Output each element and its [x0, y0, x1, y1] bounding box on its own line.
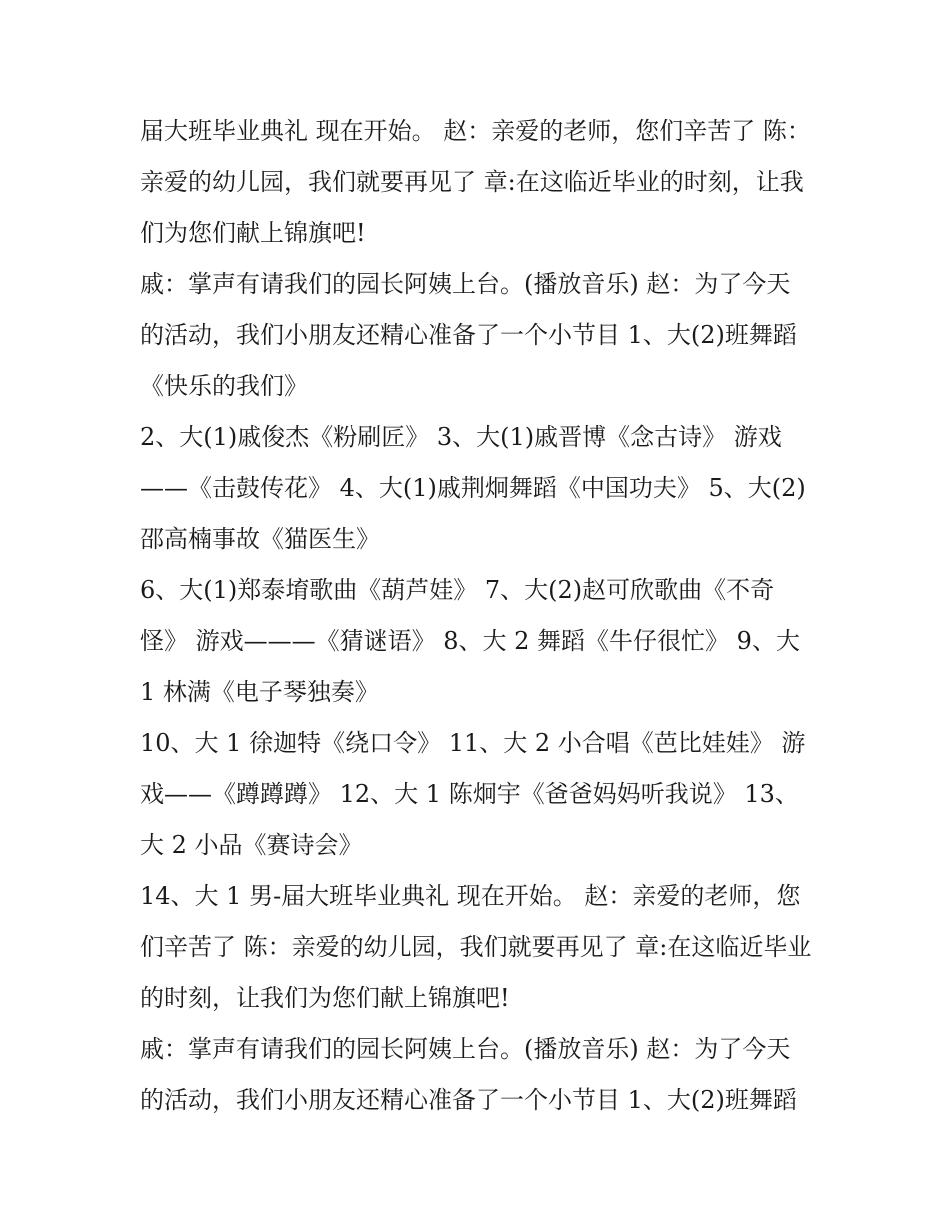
paragraph-5: 10、大 1 徐迦特《绕口令》 11、大 2 小合唱《芭比娃娃》 游戏——《蹲蹲蹲》 12、大 1 陈炯宇《爸爸妈妈听我说》 13、大 2 小品《赛诗会》	[140, 729, 806, 859]
paragraph-2: 戚：掌声有请我们的园长阿姨上台。(播放音乐) 赵：为了今天的活动，我们小朋友还精心准备了一个小节目 1、大(2)班舞蹈《快乐的我们》	[140, 270, 797, 400]
paragraph-1: 届大班毕业典礼 现在开始。 赵：亲爱的老师，您们辛苦了 陈：亲爱的幼儿园，我们就要再见了 章:在这临近毕业的时刻，让我们为您们献上锦旗吧!	[140, 117, 811, 247]
document-body	[140, 106, 812, 1126]
paragraph-7: 戚：掌声有请我们的园长阿姨上台。(播放音乐) 赵：为了今天的活动，我们小朋友还精心准备了一个小节目 1、大(2)班舞蹈	[140, 1035, 797, 1114]
paragraph-6: 14、大 1 男-届大班毕业典礼 现在开始。 赵：亲爱的老师，您们辛苦了 陈：亲爱的幼儿园，我们就要再见了 章:在这临近毕业的时刻，让我们为您们献上锦旗吧!	[140, 882, 812, 1012]
paragraph-3: 2、大(1)戚俊杰《粉刷匠》 3、大(1)戚晋博《念古诗》 游戏——《击鼓传花》 4、大(1)戚荆炯舞蹈《中国功夫》 5、大(2)邵高楠事故《猫医生》	[140, 423, 806, 553]
paragraph-4: 6、大(1)郑泰堉歌曲《葫芦娃》 7、大(2)赵可欣歌曲《不奇怪》 游戏———《猜谜语》 8、大 2 舞蹈《牛仔很忙》 9、大 1 林满《电子琴独奏》	[140, 576, 800, 706]
